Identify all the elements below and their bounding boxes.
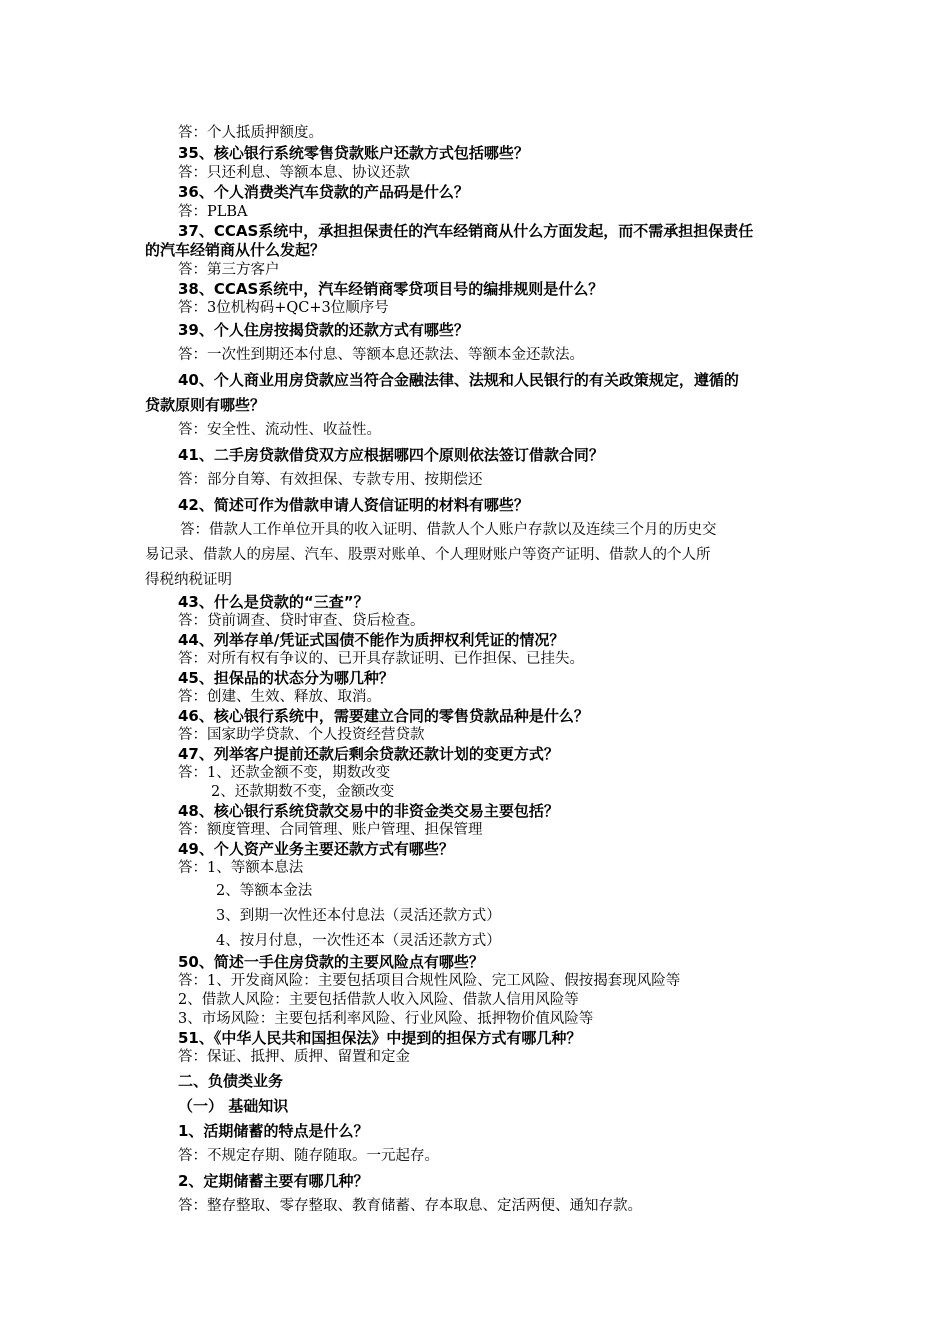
answer-line: 答：第三方客户 [178, 262, 280, 278]
question-line: 38、CCAS系统中，汽车经销商零贷项目号的编排规则是什么？ [178, 280, 604, 298]
question-line: 44、列举存单/凭证式国债不能作为质押权利凭证的情况？ [178, 631, 565, 649]
answer-line: 2、还款期数不变，金额改变 [211, 784, 395, 800]
question-line: 47、列举客户提前还款后剩余贷款还款计划的变更方式？ [178, 745, 559, 763]
question-line: 贷款原则有哪些？ [145, 396, 266, 414]
question-line: 2、定期储蓄主要有哪几种？ [178, 1172, 369, 1190]
question-line: 45、担保品的状态分为哪几种？ [178, 669, 394, 687]
subsection-heading: （一） 基础知识 [178, 1097, 289, 1115]
question-line: 37、CCAS系统中，承担担保责任的汽车经销商从什么方面发起，而不需承担担保责任 [178, 222, 754, 240]
answer-line: 易记录、借款人的房屋、汽车、股票对账单、个人理财账户等资产证明、借款人的个人所 [145, 547, 711, 563]
answer-line: 3、到期一次性还本付息法（灵活还款方式） [216, 908, 501, 924]
question-line: 42、简述可作为借款申请人资信证明的材料有哪些？ [178, 496, 529, 514]
answer-line: 答：对所有权有争议的、已开具存款证明、已作担保、已挂失。 [178, 651, 584, 667]
question-line: 39、个人住房按揭贷款的还款方式有哪些？ [178, 321, 469, 339]
question-line: 49、个人资产业务主要还款方式有哪些？ [178, 840, 454, 858]
answer-line: 3、市场风险：主要包括利率风险、行业风险、抵押物价值风险等 [178, 1011, 594, 1027]
answer-line: 答：1、开发商风险：主要包括项目合规性风险、完工风险、假按揭套现风险等 [178, 973, 681, 989]
question-line: 41、二手房贷款借贷双方应根据哪四个原则依法签订借款合同？ [178, 446, 604, 464]
question-line: 43、什么是贷款的“三查”？ [178, 593, 369, 611]
answer-line: 答：借款人工作单位开具的收入证明、借款人个人账户存款以及连续三个月的历史交 [180, 522, 717, 538]
answer-line: 答：个人抵质押额度。 [178, 125, 323, 141]
answer-line: 得税纳税证明 [145, 572, 232, 588]
answer-line: 答：部分自筹、有效担保、专款专用、按期偿还 [178, 472, 483, 488]
answer-line: 答：一次性到期还本付息、等额本息还款法、等额本金还款法。 [178, 347, 584, 363]
answer-line: 答：3位机构码+QC+3位顺序号 [178, 300, 389, 316]
question-line: 50、简述一手住房贷款的主要风险点有哪些？ [178, 953, 484, 971]
answer-line: 答：额度管理、合同管理、账户管理、担保管理 [178, 822, 483, 838]
answer-line: 答：不规定存期、随存随取。一元起存。 [178, 1148, 439, 1164]
question-line: 35、核心银行系统零售贷款账户还款方式包括哪些？ [178, 144, 529, 162]
question-line: 1、活期储蓄的特点是什么？ [178, 1122, 369, 1140]
question-line: 36、个人消费类汽车贷款的产品码是什么？ [178, 183, 469, 201]
answer-line: 答：整存整取、零存整取、教育储蓄、存本取息、定活两便、通知存款。 [178, 1198, 642, 1214]
answer-line: 答：PLBA [178, 204, 248, 220]
section-heading: 二、负债类业务 [178, 1072, 284, 1090]
answer-line: 答：1、等额本息法 [178, 860, 304, 876]
answer-line: 2、等额本金法 [216, 883, 313, 899]
question-line: 48、核心银行系统贷款交易中的非资金类交易主要包括？ [178, 802, 559, 820]
answer-line: 答：贷前调查、贷时审查、贷后检查。 [178, 613, 425, 629]
answer-line: 答：只还利息、等额本息、协议还款 [178, 165, 410, 181]
answer-line: 2、借款人风险：主要包括借款人收入风险、借款人信用风险等 [178, 992, 579, 1008]
answer-line: 答：国家助学贷款、个人投资经营贷款 [178, 727, 425, 743]
question-line: 40、个人商业用房贷款应当符合金融法律、法规和人民银行的有关政策规定，遵循的 [178, 371, 739, 389]
question-line: 46、核心银行系统中，需要建立合同的零售贷款品种是什么？ [178, 707, 589, 725]
answer-line: 答：保证、抵押、质押、留置和定金 [178, 1049, 410, 1065]
question-line: 51、《中华人民共和国担保法》中提到的担保方式有哪几种？ [178, 1029, 582, 1047]
answer-line: 答：1、还款金额不变，期数改变 [178, 765, 391, 781]
answer-line: 答：安全性、流动性、收益性。 [178, 422, 381, 438]
answer-line: 4、按月付息，一次性还本（灵活还款方式） [216, 933, 501, 949]
answer-line: 答：创建、生效、释放、取消。 [178, 689, 381, 705]
question-line: 的汽车经销商从什么发起？ [145, 241, 326, 259]
